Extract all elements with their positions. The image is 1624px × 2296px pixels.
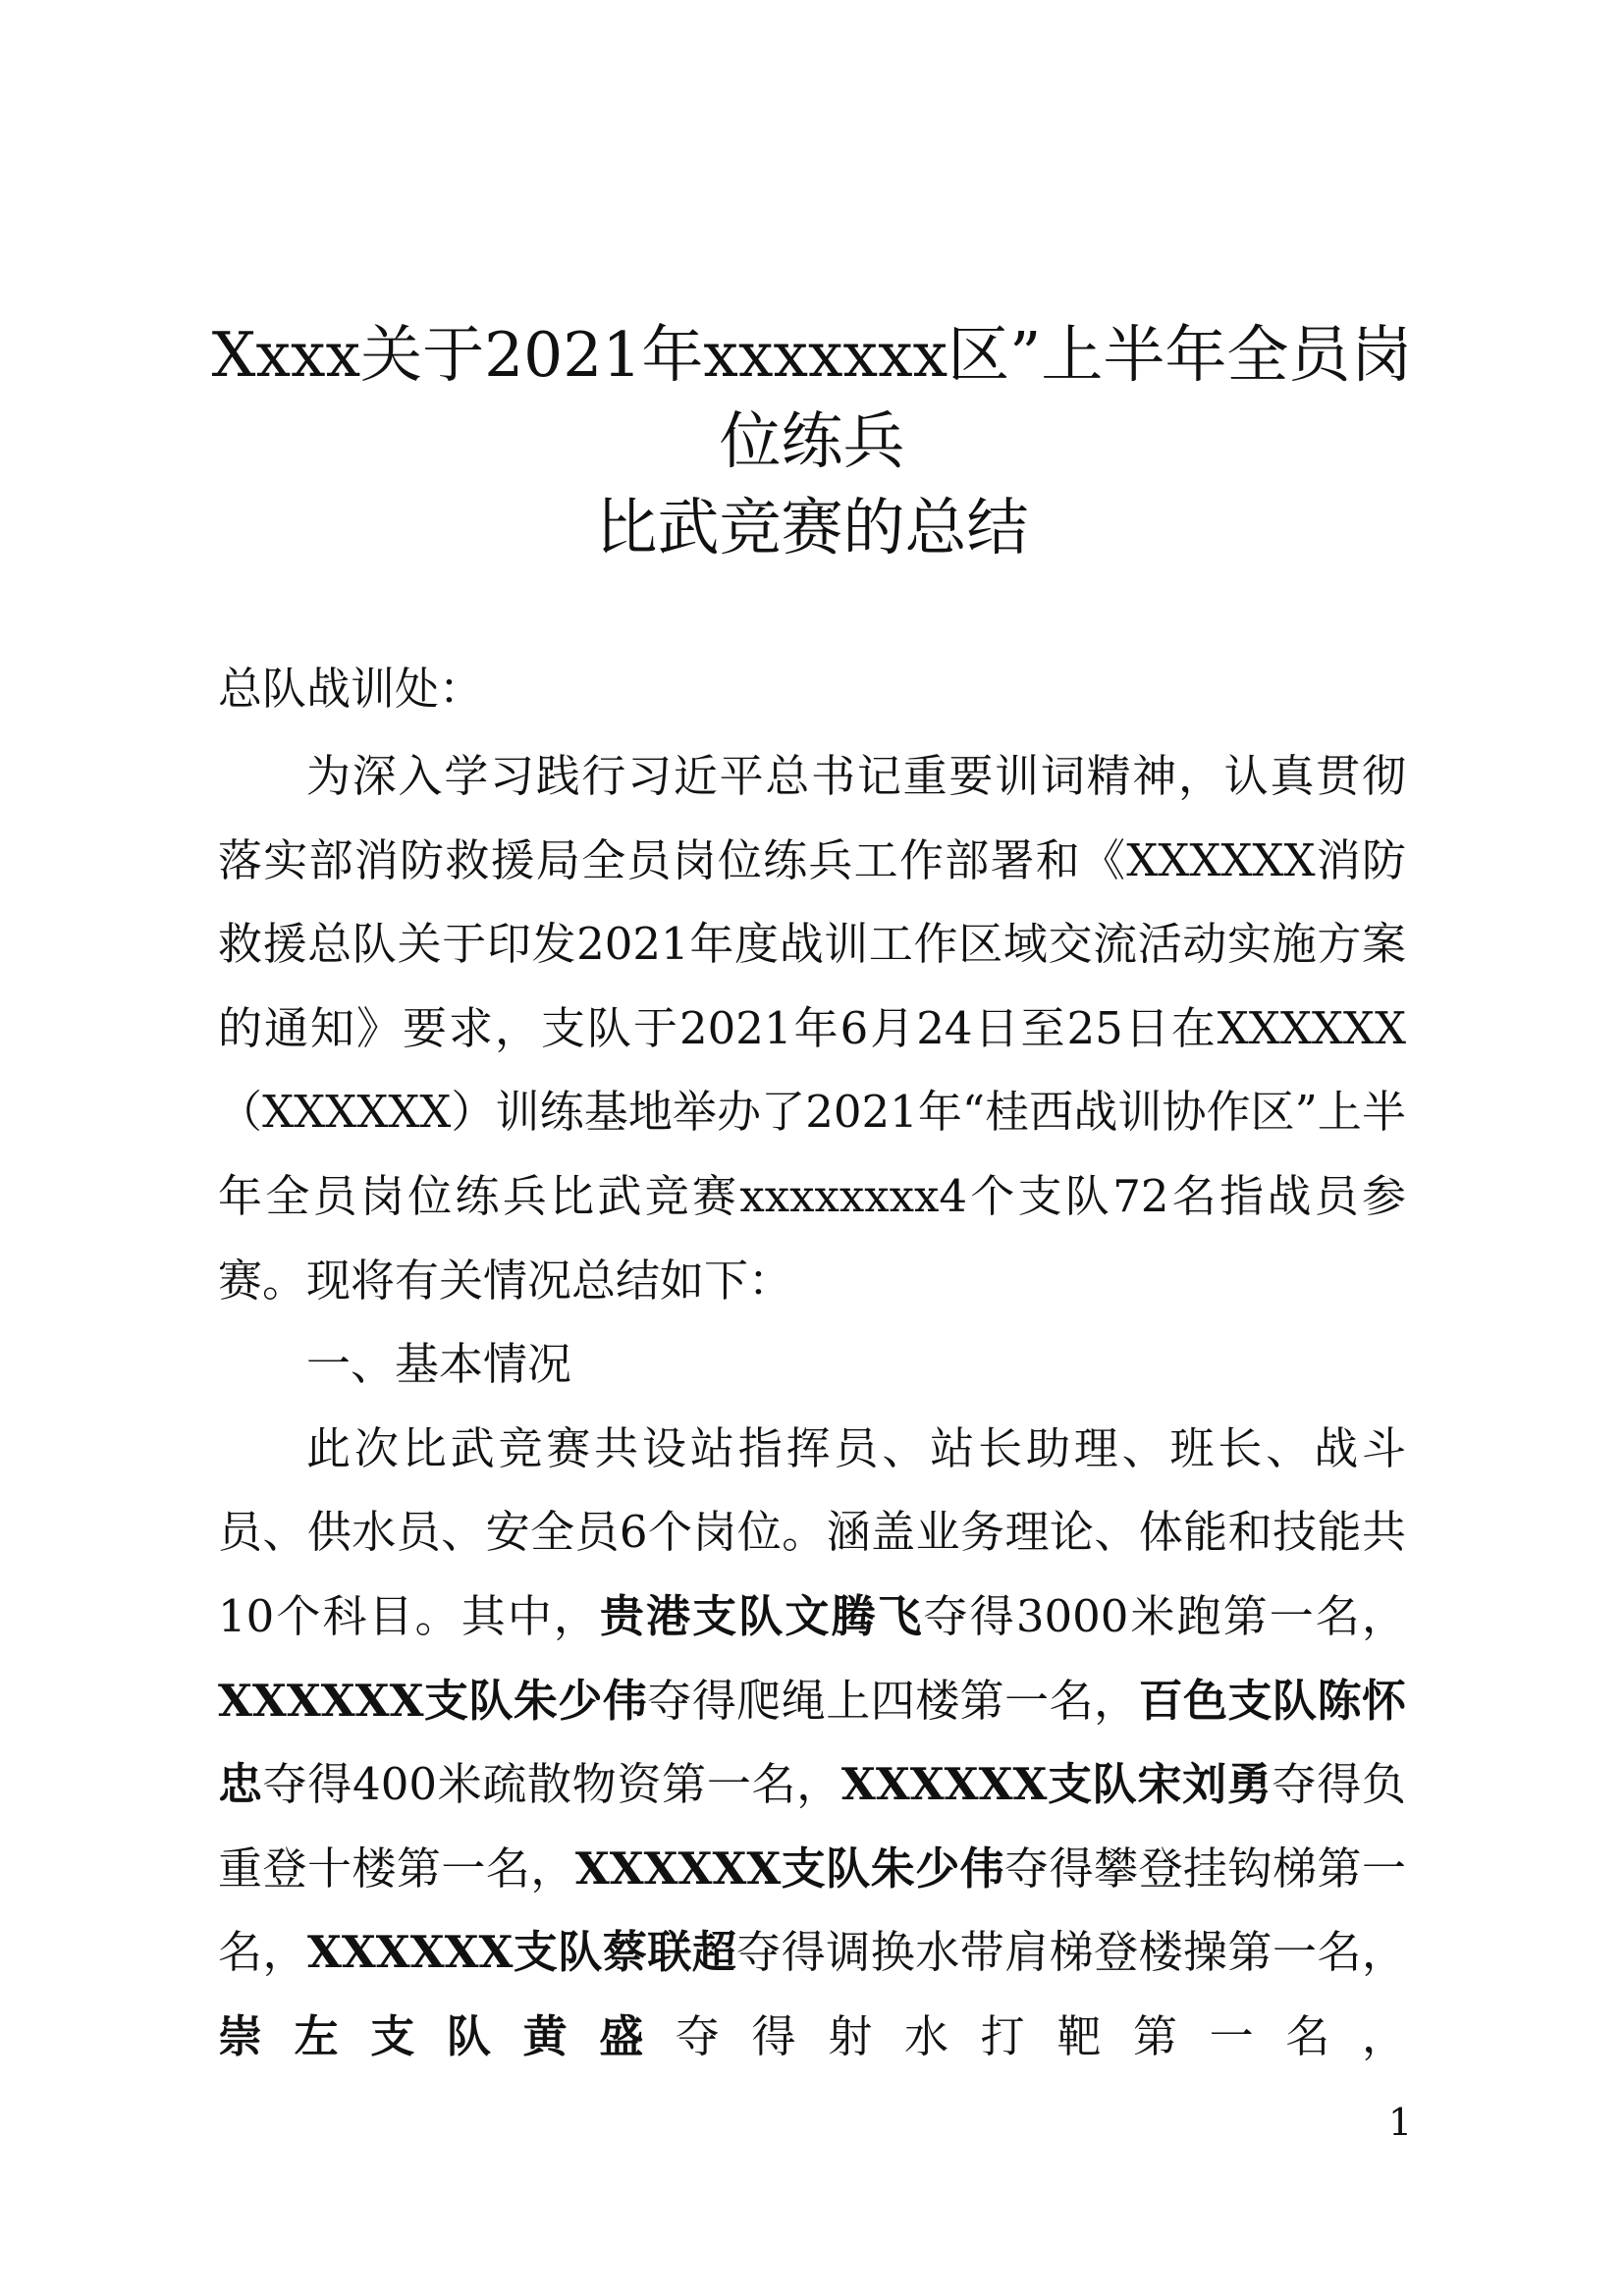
title-line-2: 位练兵 (719, 405, 905, 477)
page-number: 1 (1388, 2101, 1413, 2144)
winner-name: XXXXXX支队蔡联超 (306, 1926, 737, 1979)
section-heading: 一、基本情况 (306, 1338, 572, 1391)
results-text: 夺得负重登十楼第一名， (218, 1758, 1406, 1895)
winner-name: 崇左支队黄盛 (218, 2009, 676, 2062)
paragraph-intro: 为深入学习践行习近平总书记重要训词精神，认真贯彻落实部消防救援局全员岗位练兵工作部署和《XXXXXX消防救援总队关于印发2021年度战训工作区域交流活动实施方案的通知》要求，支队于2021年6月24日至25日在XXXXXX（XXXXXX）训练基地举办了2021年“桂西战训协作区”上半年全员岗位练兵比武竞赛xxxxxxxx4个支队72名指战员参赛。现将有关情况总结如下： (218, 750, 1406, 1307)
results-text: 夺得爬绳上四楼第一名， (647, 1674, 1139, 1727)
results-text: 夺得3000米跑第一名， (923, 1589, 1406, 1642)
winner-name: XXXXXX支队朱少伟 (574, 1842, 1005, 1895)
results-text: 夺得攀登挂钩梯第一名， (218, 1842, 1406, 1979)
winner-name: 贵港支队文腾飞 (600, 1589, 924, 1642)
results-text: 此次比武竞赛共设站指挥员、站长助理、班长、战斗员、供水员、安全员6个岗位。涵盖业务理论、体能和技能共10个科目。其中， (218, 1421, 1406, 1642)
document-title (196, 312, 1428, 571)
winner-name: XXXXXX支队朱少伟 (218, 1674, 648, 1727)
title-line-1: Xxxx关于2021年xxxxxxx区”上半年全员岗 (211, 319, 1413, 391)
title-line-3: 比武竞赛的总结 (595, 492, 1029, 563)
results-text: 夺得射水打靶第一名， (676, 2009, 1406, 2062)
winner-name: 百色支队陈怀忠 (218, 1674, 1406, 1811)
results-text: 夺得调换水带肩梯登楼操第一名， (736, 1926, 1406, 1979)
salutation: 总队战训处： (218, 663, 484, 715)
paragraph-results (218, 1407, 1406, 2079)
results-text: 夺得400米疏散物资第一名， (262, 1758, 841, 1811)
winner-name: XXXXXX支队宋刘勇 (840, 1758, 1272, 1811)
document-body (218, 734, 1406, 2079)
